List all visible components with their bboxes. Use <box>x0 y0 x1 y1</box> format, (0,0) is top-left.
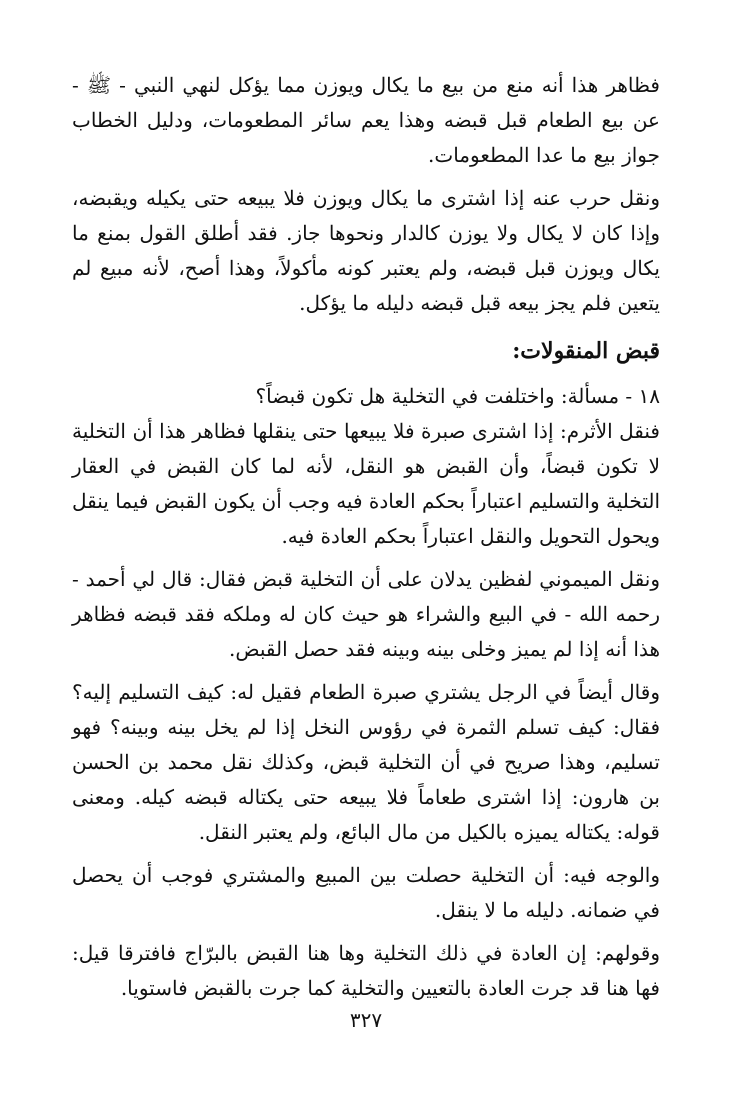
paragraph-7: وقولهم: إن العادة في ذلك التخلية وها هنا القبض بالبرّاج فافترقا قيل: فها هنا قد جرت العادة بالتعيين والتخلية كما جرت بالقبض فاستويا. <box>72 941 660 1000</box>
paragraph-1: فظاهر هذا أنه منع من بيع ما يكال ويوزن مما يؤكل لنهي النبي - ﷺ - عن بيع الطعام قبل قبضه وهذا يعم سائر المطعومات، ودليل الخطاب جواز بيع ما عدا المطعومات. <box>72 73 660 167</box>
paragraph-3: فنقل الأثرم: إذا اشترى صبرة فلا يبيعها حتى ينقلها فظاهر هذا أن التخلية لا تكون قبضاً، وأن القبض هو النقل، لأنه لما كان القبض في العقار التخلية والتسليم اعتباراً بحكم العادة فيه وجب أن يكون القبض فيما ينقل ويحول التحويل والنقل اعتباراً بحكم العادة فيه. <box>72 419 660 548</box>
issue-title: ١٨ - مسألة: واختلفت في التخلية هل تكون قبضاً؟ <box>255 384 660 408</box>
paragraph-6: والوجه فيه: أن التخلية حصلت بين المبيع والمشتري فوجب أن يحصل في ضمانه. دليله ما لا ينقل. <box>72 863 660 922</box>
paragraph-4: ونقل الميموني لفظين يدلان على أن التخلية قبض فقال: قال لي أحمد - رحمه الله - في البيع والشراء هو حيث كان له وملكه فقد قبضه فظاهر هذا أنه إذا لم يميز وخلى بينه وبينه فقد حصل القبض. <box>72 567 660 661</box>
section-heading: قبض المنقولات: <box>512 338 660 364</box>
page-number: ٣٢٧ <box>349 1008 383 1032</box>
paragraph-5: وقال أيضاً في الرجل يشتري صبرة الطعام فقيل له: كيف التسليم إليه؟ فقال: كيف تسلم الثمرة في رؤوس النخل إذا لم يخل بينه وبينه؟ فهو تسليم، وهذا صريح في أن التخلية قبض، وكذلك نقل محمد بن الحسن بن هارون: إذا اشترى طعاماً فلا يبيعه حتى يكتاله قبضه كيله. ومعنى قوله: يكتاله يميزه بالكيل من مال البائع، ولم يعتبر النقل. <box>72 680 660 844</box>
page-body <box>72 68 660 1062</box>
paragraph-2: ونقل حرب عنه إذا اشترى ما يكال ويوزن فلا يبيعه حتى يكيله ويقبضه، وإذا كان لا يكال ولا يوزن كالدار ونحوها جاز. فقد أطلق القول بمنع ما يكال ويوزن قبل قبضه، ولم يعتبر كونه مأكولاً، وهذا أصح، لأنه مبيع لم يتعين فلم يجز بيعه قبل قبضه دليله ما يؤكل. <box>72 186 660 315</box>
